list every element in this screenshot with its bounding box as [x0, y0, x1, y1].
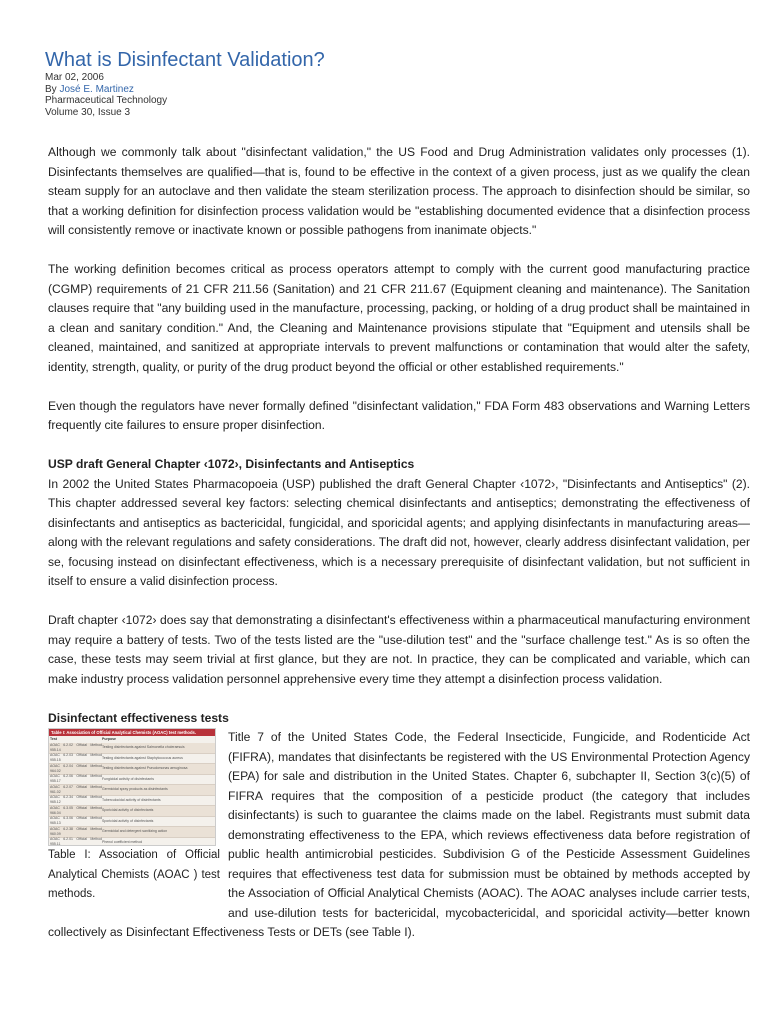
cell-purpose: Testing disinfectants against Pseudomonas aeruginosa [102, 766, 188, 771]
cell-test: AOAC 6.2.34 Official Method 965.12 [50, 795, 102, 805]
cell-test: AOAC 6.2.06 Official Method 955.17 [50, 774, 102, 784]
paragraph-2: The working definition becomes critical as process operators attempt to comply with the current good manufacturing practice (CGMP) requirements of 21 CFR 211.56 (Sanitation) and 21 CFR 211.67 (Equipment cleaning and maintenance). The Sanitation clauses require that "any building used in the manufacture, processing, packing, or holding of a drug product shall be maintained in a clean and sanitary condition." And, the Cleaning and Maintenance provisions stipulate that "Equipment and utensils shall be cleaned, maintained, and sanitized at appropriate intervals to prevent malfunctions or contamination that would alter the safety, identity, strength, quality, or purity of the drug product beyond the official or other established requirements." [48, 262, 750, 374]
table-thumbnail[interactable] [48, 728, 216, 846]
table-row [49, 764, 215, 775]
author-link[interactable]: José E. Martinez [59, 83, 134, 95]
article-body [48, 143, 750, 962]
cell-purpose: Germicidal and detergent sanitizing action [102, 829, 168, 834]
cell-purpose: Sporicidal activity of disinfectants [102, 818, 154, 823]
cell-test: AOAC 6.2.38 Official Method 960.09 [50, 826, 102, 836]
cell-test: AOAC 6.2.01 Official Method 955.11 [50, 837, 102, 846]
thumbnail-rows [49, 743, 215, 846]
date: Mar 02, 2006 [45, 72, 104, 83]
table-figure [48, 728, 220, 905]
table-row [49, 785, 215, 796]
publication: Pharmaceutical Technology [45, 95, 168, 106]
page-title: What is Disinfectant Validation? [45, 49, 325, 71]
cell-test: AOAC 6.2.04 Official Method 964.02 [50, 763, 102, 773]
cell-purpose: Fungicidal activity of disinfectants [102, 776, 154, 781]
cell-purpose: Testing disinfectants against Salmonella choleraesuis [102, 745, 185, 750]
cell-test: AOAC 6.2.07 Official Method 961.02 [50, 784, 102, 794]
table-row [49, 743, 215, 754]
table-caption: Table I: Association of Official Analytical Chemists (AOAC ) test methods. [48, 849, 220, 900]
section1-paragraph-1: In 2002 the United States Pharmacopoeia (USP) published the draft General Chapter ‹1072›, "Disinfectants and Antiseptics" (2). This chapter addressed several key factors: selecting chemical disinfectants and antiseptics; demonstrating the effectiveness of disinfectants and antiseptics as bactericidal, fungicidal, and sporicidal agents; and applying disinfectants in manufacturing areas—along with the relevant regulations and safety considerations. The draft did not, however, clearly address disinfectant validation, per se, focusing instead on disinfectant effectiveness, which is a necessary prerequisite of disinfectant validation, but not sufficient in itself to ensure a valid disinfection process. [48, 476, 750, 588]
by-prefix: By [45, 83, 60, 95]
table-row [49, 806, 215, 817]
table-row [49, 817, 215, 828]
table-row [49, 838, 215, 847]
table-row [49, 754, 215, 765]
section-heading-tests: Disinfectant effectiveness tests [48, 710, 229, 725]
byline [45, 84, 325, 96]
volume: Volume 30, Issue 3 [45, 106, 131, 118]
col-test: Test [50, 737, 57, 741]
cell-purpose: Tuberculocidal activity of disinfectants [102, 797, 161, 802]
table-row [49, 775, 215, 786]
article-header [45, 48, 325, 118]
cell-purpose: Germicidal spray products as disinfectants [102, 787, 168, 792]
cell-purpose: Sporicidal activity of disinfectants [102, 808, 154, 813]
col-purpose: Purpose [102, 737, 117, 741]
paragraph-1: Although we commonly talk about "disinfectant validation," the US Food and Drug Administration validates only processes (1). Disinfectants themselves are qualified—that is, found to be effective in the context of a given process, just as we qualify the clean steam supply for an autoclave and then validate the steam sterilization process. The approach to disinfection should be similar, so that a working definition for disinfection process validation would be "establishing documented evidence that a disinfection process will consistently remove or inactivate known or possible pathogens from inanimate objects." [48, 145, 750, 237]
table-row [49, 796, 215, 807]
thumbnail-title: Table I: Association of Official Analytical Chemists (AOAC) test methods. [49, 729, 215, 736]
section-heading-usp: USP draft General Chapter ‹1072›, Disinfectants and Antiseptics [48, 457, 415, 471]
section1-paragraph-2: Draft chapter ‹1072› does say that demonstrating a disinfectant's effectiveness within a pharmaceutical manufacturing environment may require a battery of tests. Two of the tests listed are the "use-dilution test" and the "surface challenge test." As is so often the case, these tests may seem trivial at first glance, but they are not. In practice, they can be complicated and variable, which can make industry process validation personnel apprehensive every time they attempt a disinfection process validation. [48, 613, 750, 686]
cell-test: AOAC 6.2.03 Official Method 955.15 [50, 753, 102, 763]
cell-purpose: Testing disinfectants against Staphylococcus aureus [102, 755, 183, 760]
cell-test: AOAC 6.3.06 Official Method 965.13 [50, 816, 102, 826]
paragraph-3: Even though the regulators have never formally defined "disinfectant validation," FDA Form 483 observations and Warning Letters frequently cite failures to ensure proper disinfection. [48, 398, 750, 432]
section2-paragraph-1: Title 7 of the United States Code, the Federal Insecticide, Fungicide, and Rodenticide Act (FIFRA), mandates that disinfectants be registered with the US Environmental Protection Agency (EPA) for sale and distribution in the United States. Chapter 6, subchapter II, Section 3(c)(5) of FIFRA requires that the composition of a pesticide product (the category that includes disinfectants) is such to guarantee the claims made on the label. Registrants must submit data demonstrating effectiveness to the EPA, which reviews effectiveness data before registration of public health antimicrobial pesticides. Subdivision G of the Pesticide Assessment Guidelines requires that effectiveness test data for submission must be obtained by methods accepted by the Association of Official Analytical Chemists (AOAC). The AOAC analyses include carrier tests, and use-dilution tests for bactericidal, mycobactericidal, and sporicidal activity—better known collectively as Disinfectant Effectiveness Tests or DETs (see Table I). [48, 730, 750, 939]
cell-test: AOAC 6.2.02 Official Method 955.14 [50, 742, 102, 752]
cell-test: AOAC 6.3.05 Official Method 966.04 [50, 805, 102, 815]
table-row [49, 827, 215, 838]
cell-purpose: Phenol coefficient method [102, 839, 143, 844]
